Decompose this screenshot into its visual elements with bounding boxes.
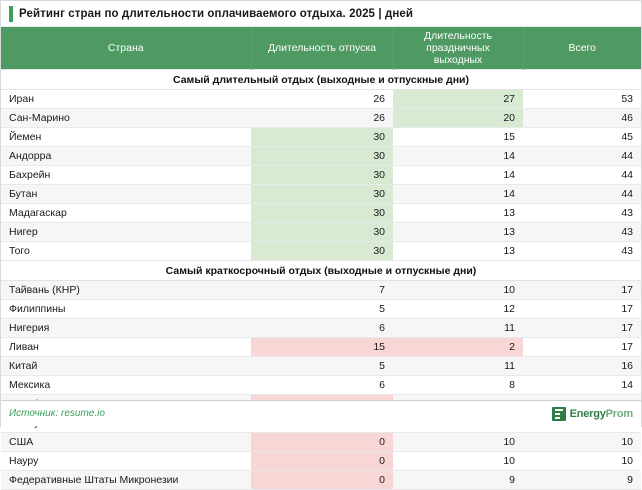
cell-total: 43 xyxy=(523,204,641,223)
cell-total: 53 xyxy=(523,90,641,109)
cell-total: 44 xyxy=(523,166,641,185)
cell-vacation: 30 xyxy=(251,204,393,223)
cell-holidays: 9 xyxy=(393,471,523,490)
cell-vacation: 0 xyxy=(251,452,393,471)
cell-vacation: 7 xyxy=(251,281,393,300)
cell-holidays: 10 xyxy=(393,452,523,471)
cell-holidays: 27 xyxy=(393,90,523,109)
cell-country: Науру xyxy=(1,452,251,471)
cell-country: Бахрейн xyxy=(1,166,251,185)
cell-country: Ливан xyxy=(1,338,251,357)
table-row xyxy=(1,338,641,357)
footer xyxy=(1,400,641,426)
cell-country: Тайвань (КНР) xyxy=(1,281,251,300)
column-header-country: Страна xyxy=(1,27,251,70)
cell-country: Федеративные Штаты Микронезии xyxy=(1,471,251,490)
cell-country: Нигерия xyxy=(1,319,251,338)
table-section-header xyxy=(1,70,641,90)
cell-total: 44 xyxy=(523,147,641,166)
cell-holidays: 13 xyxy=(393,204,523,223)
cell-total: 16 xyxy=(523,357,641,376)
cell-holidays: 8 xyxy=(393,376,523,395)
cell-total: 10 xyxy=(523,452,641,471)
cell-holidays: 12 xyxy=(393,300,523,319)
brand-name-sub: Prom xyxy=(605,407,633,420)
cell-country: Йемен xyxy=(1,128,251,147)
cell-vacation: 26 xyxy=(251,90,393,109)
cell-vacation: 5 xyxy=(251,357,393,376)
table-header xyxy=(1,27,641,70)
table-row xyxy=(1,433,641,452)
cell-holidays: 20 xyxy=(393,109,523,128)
cell-vacation: 26 xyxy=(251,109,393,128)
table-row xyxy=(1,166,641,185)
cell-holidays: 10 xyxy=(393,281,523,300)
cell-vacation: 6 xyxy=(251,319,393,338)
table-row xyxy=(1,452,641,471)
cell-holidays: 15 xyxy=(393,128,523,147)
cell-vacation: 5 xyxy=(251,300,393,319)
brand-logo xyxy=(552,407,633,421)
table-header-row xyxy=(1,27,641,70)
cell-holidays: 11 xyxy=(393,357,523,376)
cell-holidays: 14 xyxy=(393,147,523,166)
cell-holidays: 11 xyxy=(393,319,523,338)
table-row xyxy=(1,319,641,338)
cell-country: Сан-Марино xyxy=(1,109,251,128)
brand-name-main: Energy xyxy=(569,407,606,420)
cell-total: 43 xyxy=(523,242,641,261)
cell-vacation: 15 xyxy=(251,338,393,357)
cell-country: Мексика xyxy=(1,376,251,395)
column-header-total: Всего xyxy=(523,27,641,70)
cell-country: Китай xyxy=(1,357,251,376)
cell-country: Нигер xyxy=(1,223,251,242)
cell-country: США xyxy=(1,433,251,452)
cell-vacation: 6 xyxy=(251,376,393,395)
cell-vacation: 0 xyxy=(251,433,393,452)
table-row xyxy=(1,204,641,223)
cell-total: 14 xyxy=(523,376,641,395)
table-row xyxy=(1,471,641,490)
brand-name xyxy=(570,408,633,420)
cell-country: Филиппины xyxy=(1,300,251,319)
title-accent-bar xyxy=(9,6,13,22)
column-header-holidays: Длительность праздничных выходных xyxy=(393,27,523,70)
table-row xyxy=(1,300,641,319)
cell-holidays: 13 xyxy=(393,223,523,242)
cell-vacation: 30 xyxy=(251,242,393,261)
column-header-vacation: Длительность отпуска xyxy=(251,27,393,70)
table-row xyxy=(1,185,641,204)
cell-country: Бутан xyxy=(1,185,251,204)
cell-vacation: 30 xyxy=(251,185,393,204)
source-note: Источник: resume.io xyxy=(9,408,105,419)
cell-total: 17 xyxy=(523,319,641,338)
table-row xyxy=(1,223,641,242)
cell-total: 46 xyxy=(523,109,641,128)
cell-holidays: 14 xyxy=(393,185,523,204)
table-row xyxy=(1,90,641,109)
table-row xyxy=(1,147,641,166)
cell-total: 17 xyxy=(523,281,641,300)
cell-country: Мадагаскар xyxy=(1,204,251,223)
page-title: Рейтинг стран по длительности оплачиваемого отдыха. 2025 | дней xyxy=(19,7,414,20)
cell-holidays: 2 xyxy=(393,338,523,357)
table-section-label: Самый длительный отдых (выходные и отпускные дни) xyxy=(1,70,641,90)
cell-vacation: 30 xyxy=(251,166,393,185)
table-row xyxy=(1,242,641,261)
cell-total: 9 xyxy=(523,471,641,490)
brand-mark-icon xyxy=(552,407,566,421)
cell-total: 45 xyxy=(523,128,641,147)
table-row xyxy=(1,128,641,147)
cell-country: Андорра xyxy=(1,147,251,166)
cell-holidays: 10 xyxy=(393,433,523,452)
cell-vacation: 0 xyxy=(251,471,393,490)
title-bar xyxy=(1,1,641,27)
table-section-header xyxy=(1,261,641,281)
table-row xyxy=(1,281,641,300)
cell-country: Того xyxy=(1,242,251,261)
cell-total: 17 xyxy=(523,300,641,319)
table-row xyxy=(1,109,641,128)
table-row xyxy=(1,376,641,395)
cell-vacation: 30 xyxy=(251,128,393,147)
cell-total: 17 xyxy=(523,338,641,357)
cell-total: 10 xyxy=(523,433,641,452)
cell-vacation: 30 xyxy=(251,223,393,242)
cell-total: 43 xyxy=(523,223,641,242)
table-row xyxy=(1,357,641,376)
cell-country: Иран xyxy=(1,90,251,109)
cell-holidays: 14 xyxy=(393,166,523,185)
cell-total: 44 xyxy=(523,185,641,204)
cell-vacation: 30 xyxy=(251,147,393,166)
table-section-label: Самый краткосрочный отдых (выходные и отпускные дни) xyxy=(1,261,641,281)
cell-holidays: 13 xyxy=(393,242,523,261)
